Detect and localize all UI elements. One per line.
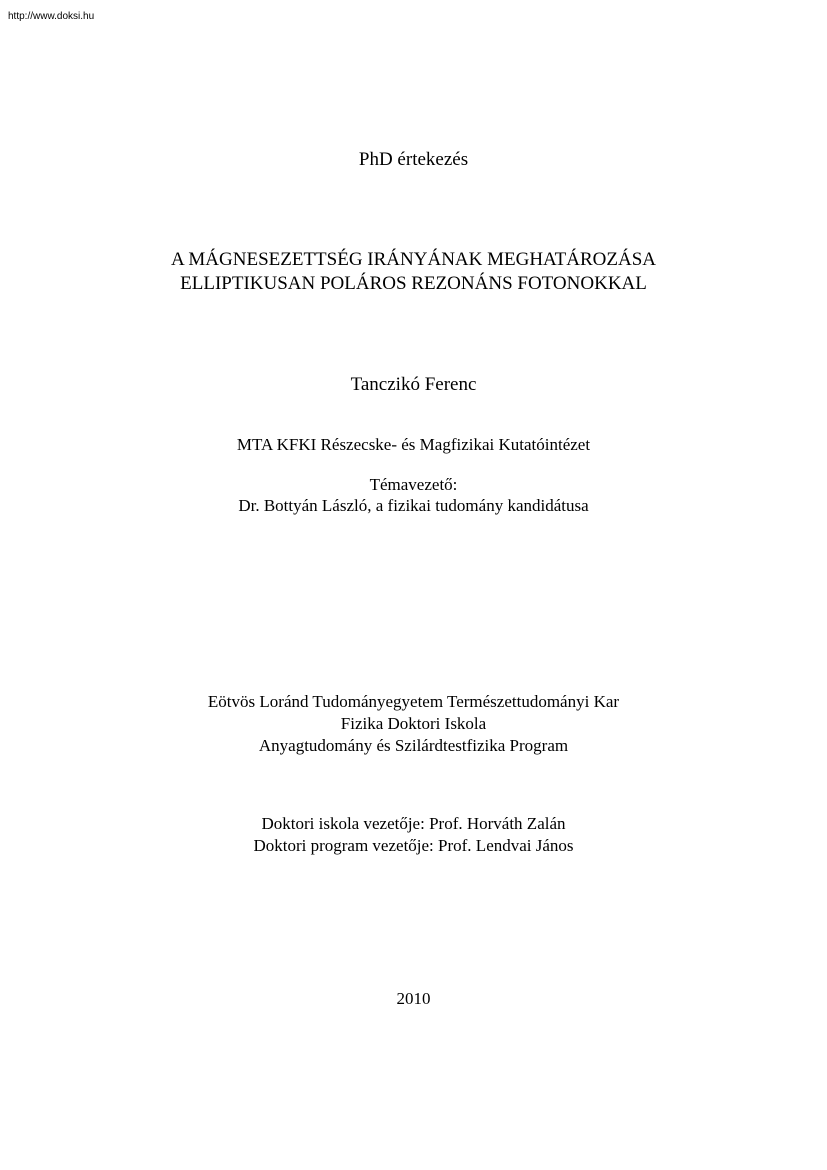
institute-name: MTA KFKI Részecske- és Magfizikai Kutatóintézet (236, 435, 591, 454)
doctoral-program: Anyagtudomány és Szilárdtestfizika Program (258, 736, 569, 755)
source-url-link[interactable]: http://www.doksi.hu (8, 11, 95, 22)
program-head: Doktori program vezetője: Prof. Lendvai János (253, 836, 574, 855)
supervisor-label: Témavezető: (369, 475, 458, 494)
doctoral-school: Fizika Doktori Iskola (340, 714, 487, 733)
author-name: Tanczikó Ferenc (350, 374, 477, 395)
title-line-2: ELLIPTIKUSAN POLÁROS REZONÁNS FOTONOKKAL (180, 273, 647, 294)
year: 2010 (396, 989, 431, 1008)
school-head: Doktori iskola vezetője: Prof. Horváth Zalán (261, 814, 566, 833)
title-line-1: A MÁGNESEZETTSÉG IRÁNYÁNAK MEGHATÁROZÁSA (170, 249, 657, 270)
document-type: PhD értekezés (358, 149, 469, 170)
supervisor-name: Dr. Bottyán László, a fizikai tudomány kandidátusa (238, 496, 589, 515)
university-name: Eötvös Loránd Tudományegyetem Természettudományi Kar (207, 692, 620, 711)
